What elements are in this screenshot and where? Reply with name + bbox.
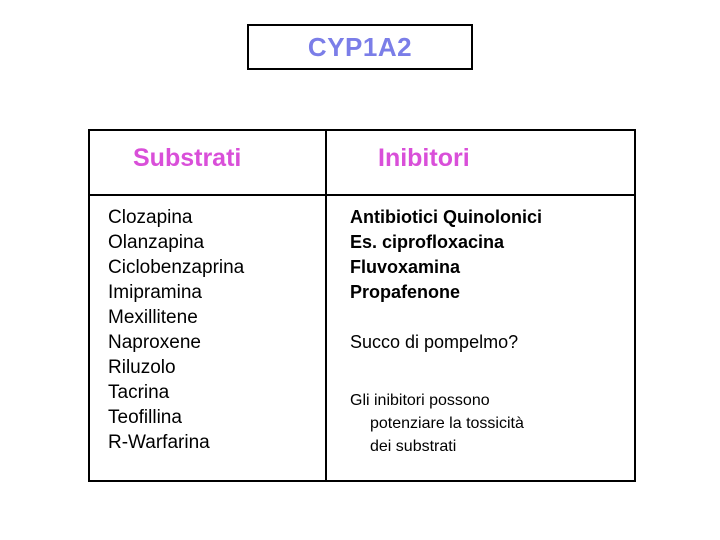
inhibitor-item: Propafenone [350,282,461,302]
title-box [247,24,473,70]
substrate-item: Riluzolo [108,357,176,378]
substrate-item: R-Warfarina [108,432,210,453]
note-line: Gli inibitori possono [350,392,490,409]
substrates-list [108,205,244,455]
note-line: dei substrati [370,438,457,455]
inhibitors-header: Inibitori [378,144,470,172]
inhibitor-item: Fluvoxamina [350,257,461,277]
column-divider [325,131,327,480]
substrate-item: Olanzapina [108,232,205,253]
substrates-header: Substrati [133,144,242,172]
cyp-table [88,129,636,482]
substrate-item: Clozapina [108,207,193,228]
grapefruit-question: Succo di pompelmo? [350,332,519,352]
inhibitor-item: Antibiotici Quinolonici [350,207,542,227]
inhibitors-column [350,205,542,458]
substrate-item: Tacrina [108,382,170,403]
substrate-item: Imipramina [108,282,202,303]
substrate-item: Teofillina [108,407,182,428]
header-divider [90,194,634,196]
substrate-item: Ciclobenzaprina [108,257,245,278]
slide-title: CYP1A2 [307,31,413,62]
toxicity-note [350,389,542,458]
substrate-item: Naproxene [108,332,201,353]
inhibitor-item: Es. ciprofloxacina [350,232,505,252]
substrate-item: Mexillitene [108,307,198,328]
note-line: potenziare la tossicità [370,415,524,432]
